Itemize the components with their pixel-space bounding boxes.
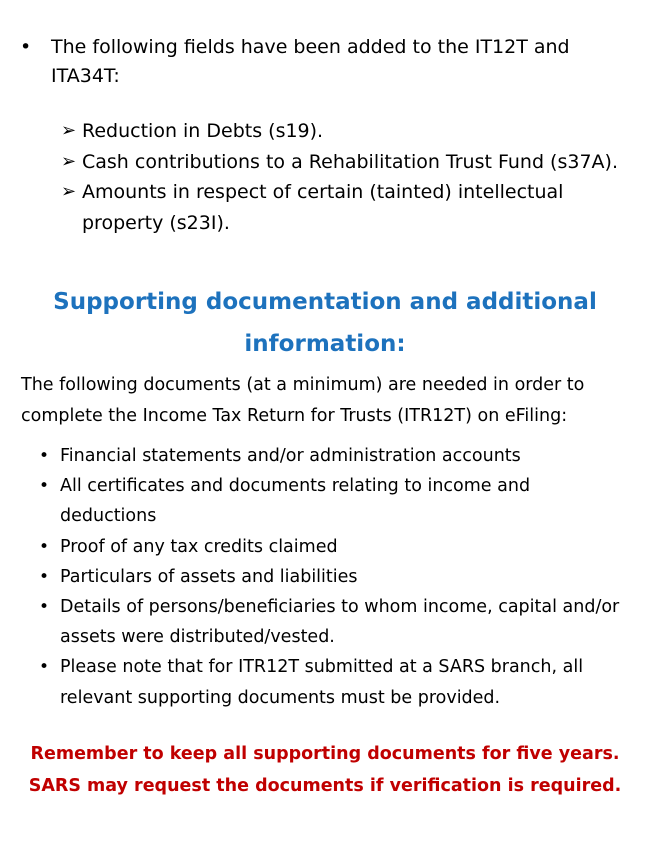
reminder-line-1: Remember to keep all supporting documents for five years.	[30, 744, 620, 764]
document-item-text: Proof of any tax credits claimed	[60, 536, 338, 557]
added-field-text: Cash contributions to a Rehabilitation Trust Fund (s37A).	[82, 150, 618, 173]
document-item-text: Particulars of assets and liabilities	[60, 566, 358, 587]
document-item-text: Financial statements and/or administration accounts	[60, 446, 521, 466]
document-item-text: All certificates and documents relating to income and deductions	[60, 476, 531, 527]
added-fields-intro-text: The following fields have been added to the IT12T and ITA34T:	[51, 36, 570, 87]
bullet-icon: •	[20, 36, 32, 58]
document-item-text: Please note that for ITR12T submitted at a SARS branch, all relevant supporting documents must be provided.	[60, 657, 584, 708]
list-item	[39, 562, 629, 592]
bullet-icon: •	[39, 657, 50, 678]
list-item	[61, 147, 636, 178]
bullet-icon: •	[39, 446, 50, 466]
arrow-bullet-icon: ➢	[61, 150, 77, 172]
section-heading: Supporting documentation and additional information:	[53, 289, 597, 357]
bullet-icon: •	[39, 536, 50, 557]
list-item	[39, 652, 629, 712]
retention-reminder	[0, 738, 650, 802]
list-item	[39, 441, 629, 471]
bullet-icon: •	[39, 597, 50, 618]
arrow-bullet-icon: ➢	[61, 181, 77, 202]
document-item-text: Details of persons/beneficiaries to whom income, capital and/or assets were distributed/vested.	[60, 597, 620, 648]
added-fields-intro	[20, 33, 620, 91]
list-item	[39, 532, 629, 562]
list-item	[39, 471, 629, 531]
reminder-line-2: SARS may request the documents if verification is required.	[28, 776, 622, 796]
arrow-bullet-icon: ➢	[61, 120, 77, 141]
bullet-icon: •	[39, 566, 50, 587]
intro-paragraph: The following documents (at a minimum) are needed in order to complete the Income Tax Return for Trusts (ITR12T) on eFiling:	[21, 375, 585, 426]
added-field-text: Reduction in Debts (s19).	[82, 120, 324, 142]
required-documents-list	[39, 441, 629, 713]
added-field-text: Amounts in respect of certain (tainted) intellectual property (s23I).	[82, 181, 564, 234]
list-item	[61, 116, 636, 147]
list-item	[39, 592, 629, 652]
bullet-icon: •	[39, 476, 50, 497]
list-item	[61, 177, 636, 238]
added-fields-list	[61, 116, 636, 238]
